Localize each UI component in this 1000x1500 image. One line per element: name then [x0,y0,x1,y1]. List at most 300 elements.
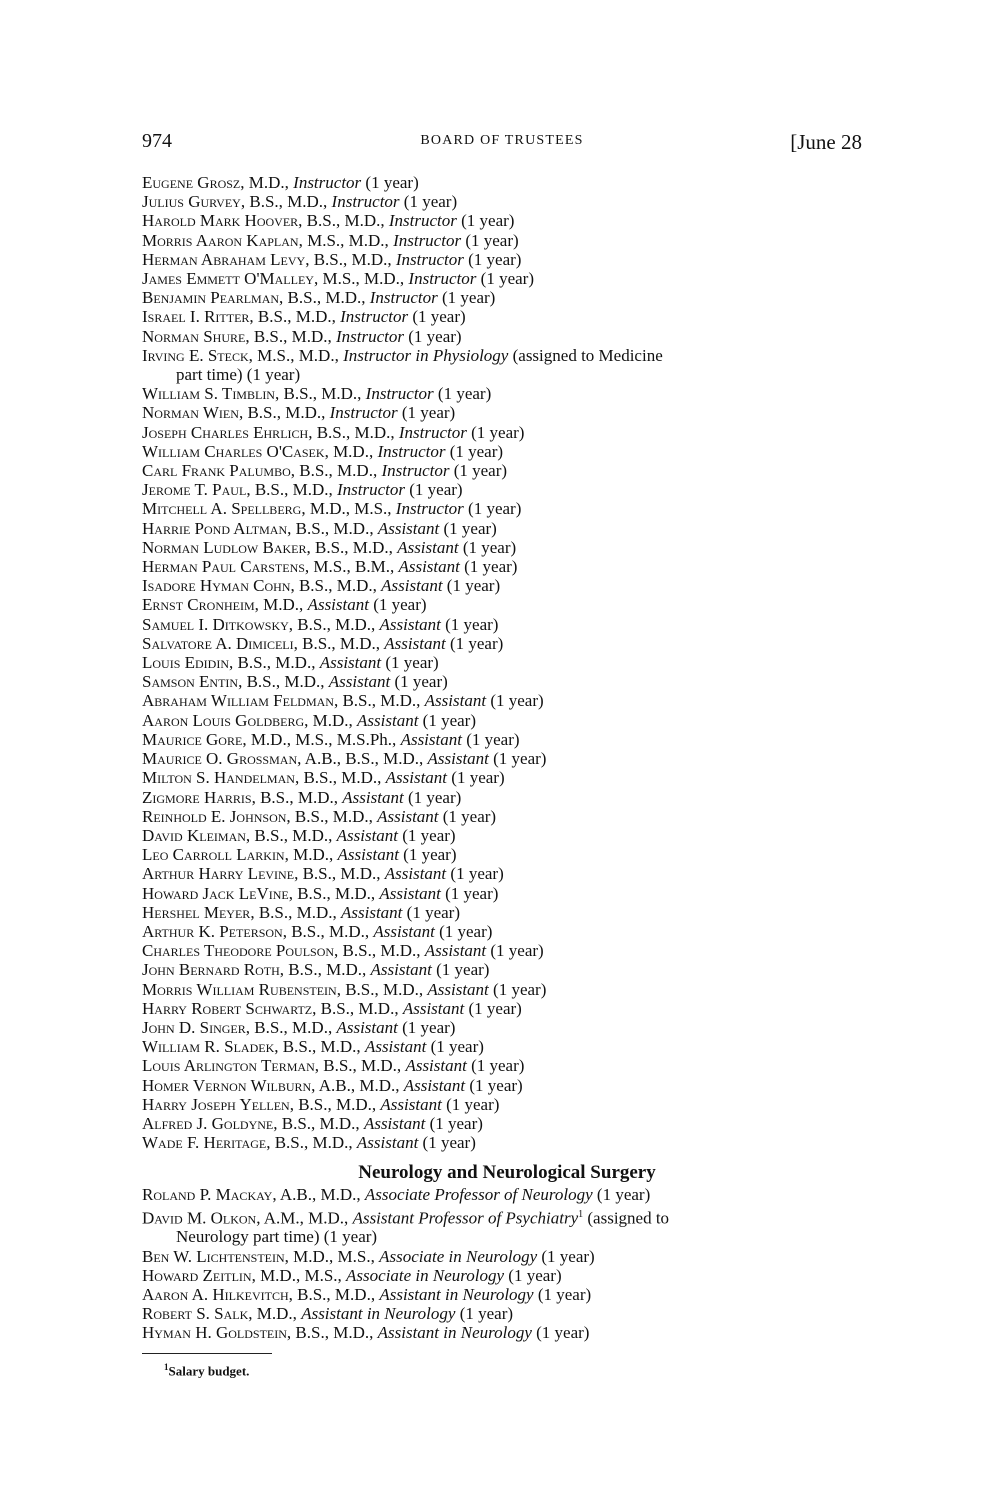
position-title: Instructor [365,384,434,404]
staff-entry [142,903,872,922]
term: (1 year) [447,768,505,788]
term: (1 year) [464,998,522,1018]
staff-entry [142,192,872,211]
degrees: , B.S., M.D., [274,1037,365,1057]
staff-entry [142,672,872,691]
staff-entry [142,595,872,614]
person-name: Julius Gurvey [142,192,241,212]
person-name: Louis Edidin [142,653,230,673]
person-name: Herman Paul Carstens [142,557,305,577]
staff-entry [142,941,872,960]
degrees: , B.S., M.D., [306,537,398,557]
staff-entry [142,634,872,653]
term: (1 year) [455,1304,514,1324]
term: (1 year) [440,883,499,903]
staff-entry [142,211,872,230]
term: (1 year) [397,1017,456,1037]
position-title: Instructor [408,269,477,289]
staff-entry [142,1037,872,1056]
degrees: , B.S., M.D., [273,1113,364,1133]
staff-entry [142,327,872,346]
degrees: , M.S., B.M., [304,557,399,577]
staff-entry [142,711,872,730]
term: (1 year) [398,845,457,865]
term: (1 year) [442,576,501,596]
degrees: , B.S., M.D., [298,211,389,231]
position-title: Assistant [400,729,462,749]
degrees: , B.S., M.D., [314,1056,406,1076]
person-name: Joseph Charles Ehrlich [142,422,309,442]
degrees: , B.S., M.D., [245,825,337,845]
term: (1 year) [390,672,448,692]
term: (1 year) [405,480,463,500]
person-name: David Kleiman [142,825,246,845]
position-title: Assistant [385,768,448,788]
person-name: Charles Theodore Poulson [142,941,335,961]
position-title: Assistant [336,1017,398,1037]
staff-entry [142,1114,872,1133]
position-title: Assistant [364,1037,427,1057]
degrees: , B.S., M.D., [293,633,385,653]
staff-entry [142,519,872,538]
person-name: Reinhold E. Johnson [142,806,287,826]
position-title: Instructor [388,211,457,231]
person-name: Norman Ludlow Baker [142,537,307,557]
degrees: , B.S., M.D., [308,422,399,442]
term: (1 year) [461,729,520,749]
term: (1 year) [465,1075,523,1095]
staff-entry [142,864,872,883]
position-title: Assistant [342,787,404,807]
term: (1 year) [592,1185,651,1205]
person-name: Howard Zeitlin [142,1265,252,1285]
person-name: Maurice O. Grossman [142,749,298,769]
position-title: Assistant [319,653,382,673]
position-title: Instructor [293,173,362,192]
staff-entry [142,980,872,999]
staff-entry [142,653,872,672]
staff-entry [142,442,872,461]
term: (1 year) [533,1285,592,1305]
person-name: Harry Joseph Yellen [142,1094,290,1114]
term: (1 year) [425,1113,483,1133]
person-name: Milton S. Handelman [142,768,295,788]
staff-entry [142,288,872,307]
staff-entry [142,461,872,480]
staff-entry [142,576,872,595]
person-name: Herman Abraham Levy [142,249,306,269]
person-name: Louis Arlington Terman [142,1056,315,1076]
footnote-marker: 1 [164,1361,169,1372]
degrees: , M.S., M.D., [248,345,344,365]
term: (1 year) [463,249,522,269]
person-name: Abraham William Feldman [142,691,334,711]
position-title: Assistant [357,710,419,730]
degrees: , M.D., [324,441,378,461]
term: (1 year) [437,288,496,308]
degrees: , B.S., M.D., [266,1133,357,1153]
degrees: , B.S., M.D., [249,307,341,327]
term: (1 year) [466,422,525,442]
term: (1 year) [418,710,476,730]
term: (1 year) [433,384,492,404]
position-title: Instructor [395,249,464,269]
position-title: Instructor [340,307,409,327]
staff-entry [142,423,872,442]
staff-entry [142,730,872,749]
term: (1 year) [434,921,493,941]
person-name: Harry Robert Schwartz [142,998,313,1018]
degrees: , M.D., M.S., M.S.Ph., [242,729,401,749]
position-title: Instructor [381,461,450,481]
position-title: Associate in Neurology [346,1265,505,1285]
position-title: Assistant [380,1094,442,1114]
degrees: , M.D., [254,595,308,615]
staff-entry [142,1266,872,1285]
term: (1 year) [476,269,534,289]
person-name: William R. Sladek [142,1037,275,1057]
staff-entry [142,826,872,845]
position-title: Instructor in Physiology [343,345,509,365]
position-title: Instructor [395,499,464,519]
person-name: Norman Shure [142,326,246,346]
person-name: Aaron A. Hilkevitch [142,1285,289,1305]
person-name: Morris Aaron Kaplan [142,230,299,250]
person-name: Samuel I. Ditkowsky [142,614,289,634]
degrees: , B.S., M.D., [289,1094,381,1114]
person-name: Jerome T. Paul [142,480,247,500]
person-name: Ernst Cronheim [142,595,255,615]
degrees: , M.D., [240,173,294,192]
staff-entry [142,1205,872,1247]
position-title: Assistant [379,883,441,903]
staff-entry [142,807,872,826]
staff-entry [142,1056,872,1075]
term: (1 year) [361,173,419,192]
position-title: Assistant [341,902,403,922]
position-title: Assistant [363,1113,426,1133]
person-name: Roland P. Mackay [142,1185,273,1205]
person-name: Howard Jack LeVine [142,883,289,903]
position-title: Assistant [356,1133,419,1153]
degrees: , B.S., M.D., [245,1017,337,1037]
position-title: Assistant Professor of Psychiatry [352,1208,579,1228]
person-name: Norman Wien [142,403,239,423]
staff-entry [142,480,872,499]
person-name: Israel I. Ritter [142,307,250,327]
degrees: , B.S., M.D., [240,192,332,212]
degrees: , B.S., M.D., [238,672,329,692]
degrees: , B.S., M.D., [288,614,380,634]
staff-entry [142,1247,872,1266]
staff-entry [142,269,872,288]
degrees: , B.S., M.D., [288,883,380,903]
person-name: John Bernard Roth [142,960,280,980]
degrees: , A.B., B.S., M.D., [297,749,428,769]
person-name: Isadore Hyman Cohn [142,576,291,596]
term: (1 year) [438,806,497,826]
degrees: , A.M., M.D., [256,1208,353,1228]
footnote [142,1362,872,1379]
page-number: 974 [142,130,172,152]
degrees: , B.S., M.D., [305,249,396,269]
footnote-text: Salary budget. [168,1362,250,1378]
staff-entry [142,999,872,1018]
degrees: , B.S., M.D., [336,979,428,999]
staff-entry [142,1133,872,1152]
term: (1 year) [537,1246,595,1266]
person-name: Robert S. Salk [142,1304,249,1324]
person-name: Homer Vernon Wilburn [142,1075,312,1095]
position-title: Instructor [337,480,405,500]
position-title: Assistant in Neurology [301,1304,456,1324]
person-name: Aaron Louis Goldberg [142,710,305,730]
degrees: , B.S., M.D., [290,576,382,596]
person-name: Samson Entin [142,672,239,692]
staff-entry [142,691,872,710]
footnote-rule [142,1353,272,1354]
appointments-list [142,173,872,1379]
degrees: , B.S., M.D., [251,787,343,807]
term: (1 year) [402,902,460,922]
position-title: Assistant [337,845,399,865]
degrees: , M.D., M.S., [251,1265,347,1285]
degrees: , A.B., M.D., [311,1075,404,1095]
term: (1 year) [449,461,508,481]
term: (1 year) [531,1323,590,1343]
staff-entry [142,499,872,518]
position-title: Instructor [377,441,446,461]
person-name: Eugene Grosz [142,173,241,192]
person-name: Carl Frank Palumbo [142,461,291,481]
degrees: , B.S., M.D., [250,902,341,922]
position-title: Assistant [379,614,441,634]
position-title: Assistant [373,921,435,941]
staff-entry [142,346,872,384]
person-name: Irving E. Steck [142,345,249,365]
header-date: [June 28 [790,130,862,154]
staff-entry [142,557,872,576]
staff-entry [142,960,872,979]
term: (1 year) [441,1094,500,1114]
term: (1 year) [445,441,504,461]
term: (1 year) [504,1265,562,1285]
term: (1 year) [368,595,427,615]
person-name: Hershel Meyer [142,902,251,922]
position-title: Instructor [329,403,398,423]
staff-entry [142,1323,872,1342]
person-name: Zigmore Harris [142,787,252,807]
degrees: , B.S., M.D., [279,960,371,980]
degrees: , B.S., M.D., [279,288,370,308]
degrees: , B.S., M.D., [238,403,330,423]
term: (1 year) [381,653,439,673]
position-title: Assistant in Neurology [377,1323,532,1343]
person-name: John D. Singer [142,1017,246,1037]
person-name: Alfred J. Goldyne [142,1113,274,1133]
section-heading: Neurology and Neurological Surgery [358,1162,656,1184]
degrees: , B.S., M.D., [286,1323,378,1343]
staff-entry [142,403,872,422]
term: (1 year) [431,960,490,980]
staff-entry [142,384,872,403]
person-name: Benjamin Pearlman [142,288,280,308]
position-title: Assistant [427,979,489,999]
degrees: , M.D., [304,710,358,730]
degrees: , B.S., M.D., [294,864,385,884]
staff-entry [142,1095,872,1114]
term: (1 year) [486,941,544,961]
term: (1 year) [446,864,504,884]
position-title: Instructor [331,192,400,212]
person-name: Harrie Pond Altman [142,518,288,538]
term: (assigned to Medicine [508,345,663,365]
degrees: , B.S., M.D., [229,653,320,673]
running-title: BOARD OF TRUSTEES [420,133,584,148]
term: (1 year) [456,211,515,231]
position-title: Assistant [424,691,487,711]
position-title: Assistant [405,1056,467,1076]
person-name: Morris William Rubenstein [142,979,337,999]
staff-entry [142,1304,872,1323]
person-name: Hyman H. Goldstein [142,1323,287,1343]
position-title: Assistant [377,518,440,538]
staff-entry [142,1076,872,1095]
degrees: , M.D., M.S., [284,1246,380,1266]
entry-continuation: part time) (1 year) [176,365,301,385]
person-name: William Charles O'Casek [142,441,325,461]
staff-entry [142,173,872,192]
degrees: , M.S., M.D., [298,230,394,250]
position-title: Instructor [398,422,467,442]
degrees: , B.S., M.D., [246,480,337,500]
staff-entry [142,749,872,768]
degrees: , M.S., M.D., [313,269,409,289]
term: (1 year) [408,307,466,327]
degrees: , B.S., M.D., [334,941,425,961]
staff-entry [142,788,872,807]
person-name: Salvatore A. Dimiceli [142,633,294,653]
term: (1 year) [418,1133,476,1153]
degrees: , B.S., M.D., [282,921,374,941]
person-name: Leo Carroll Larkin [142,845,285,865]
term: (1 year) [445,633,504,653]
staff-entry [142,615,872,634]
position-title: Assistant [398,557,460,577]
staff-entries [142,173,872,1152]
staff-entry [142,1285,872,1304]
staff-entry [142,922,872,941]
footnote-ref: 1 [578,1208,584,1220]
degrees: , B.S., M.D., [288,1285,380,1305]
position-title: Assistant [381,576,443,596]
term: (1 year) [440,614,499,634]
person-name: Arthur K. Peterson [142,921,283,941]
degrees: , B.S., M.D., [274,384,366,404]
position-title: Assistant [402,998,465,1018]
person-name: Maurice Gore [142,729,243,749]
position-title: Assistant [424,941,487,961]
degrees: , B.S., M.D., [290,461,382,481]
term: (1 year) [397,403,456,423]
position-title: Instructor [336,326,405,346]
term: (1 year) [488,749,547,769]
degrees: , B.S., M.D., [287,518,378,538]
degrees: , M.D., [284,845,338,865]
degrees: , M.D., [248,1304,302,1324]
person-name: James Emmett O'Malley [142,269,314,289]
position-title: Assistant [377,806,439,826]
person-name: Wade F. Heritage [142,1133,267,1153]
term: (1 year) [399,192,458,212]
term: (1 year) [463,499,522,519]
position-title: Assistant [397,537,459,557]
term: (1 year) [426,1037,484,1057]
term: (1 year) [486,691,544,711]
term: (1 year) [458,537,517,557]
staff-entry [142,307,872,326]
position-title: Assistant [336,825,399,845]
position-title: Assistant [328,672,391,692]
degrees: , M.D., M.S., [301,499,396,519]
page-header [142,130,862,156]
position-title: Assistant [370,960,432,980]
position-title: Instructor [369,288,438,308]
term: (1 year) [403,787,462,807]
person-name: Mitchell A. Spellberg [142,499,302,519]
person-name: Ben W. Lichtenstein [142,1246,285,1266]
staff-entry [142,1018,872,1037]
person-name: David M. Olkon [142,1208,257,1228]
staff-entry [142,768,872,787]
entry-continuation: Neurology part time) (1 year) [176,1227,378,1247]
degrees: , B.S., M.D., [333,691,425,711]
position-title: Assistant [384,633,446,653]
position-title: Assistant [384,864,447,884]
position-title: Associate Professor of Neurology [364,1185,593,1205]
position-title: Instructor [393,230,462,250]
person-name: William S. Timblin [142,384,275,404]
position-title: Associate in Neurology [379,1246,538,1266]
staff-entry [142,845,872,864]
section-entries [142,1185,872,1342]
position-title: Assistant [427,749,489,769]
position-title: Assistant [403,1075,466,1095]
person-name: Arthur Harry Levine [142,864,295,884]
degrees: , B.S., M.D., [312,998,403,1018]
staff-entry [142,1185,872,1204]
position-title: Assistant [307,595,369,615]
degrees: , B.S., M.D., [245,326,337,346]
degrees: , A.B., M.D., [272,1185,365,1205]
term: (1 year) [404,326,462,346]
person-name: Harold Mark Hoover [142,211,299,231]
staff-entry [142,250,872,269]
degrees: , B.S., M.D., [286,806,378,826]
staff-entry [142,231,872,250]
staff-entry [142,538,872,557]
term: (1 year) [398,825,456,845]
degrees: , B.S., M.D., [294,768,386,788]
term: (1 year) [488,979,547,999]
term: (1 year) [459,557,518,577]
term: (assigned to [583,1208,670,1228]
term: (1 year) [466,1056,525,1076]
position-title: Assistant in Neurology [379,1285,534,1305]
staff-entry [142,884,872,903]
term: (1 year) [461,230,519,250]
term: (1 year) [439,518,497,538]
